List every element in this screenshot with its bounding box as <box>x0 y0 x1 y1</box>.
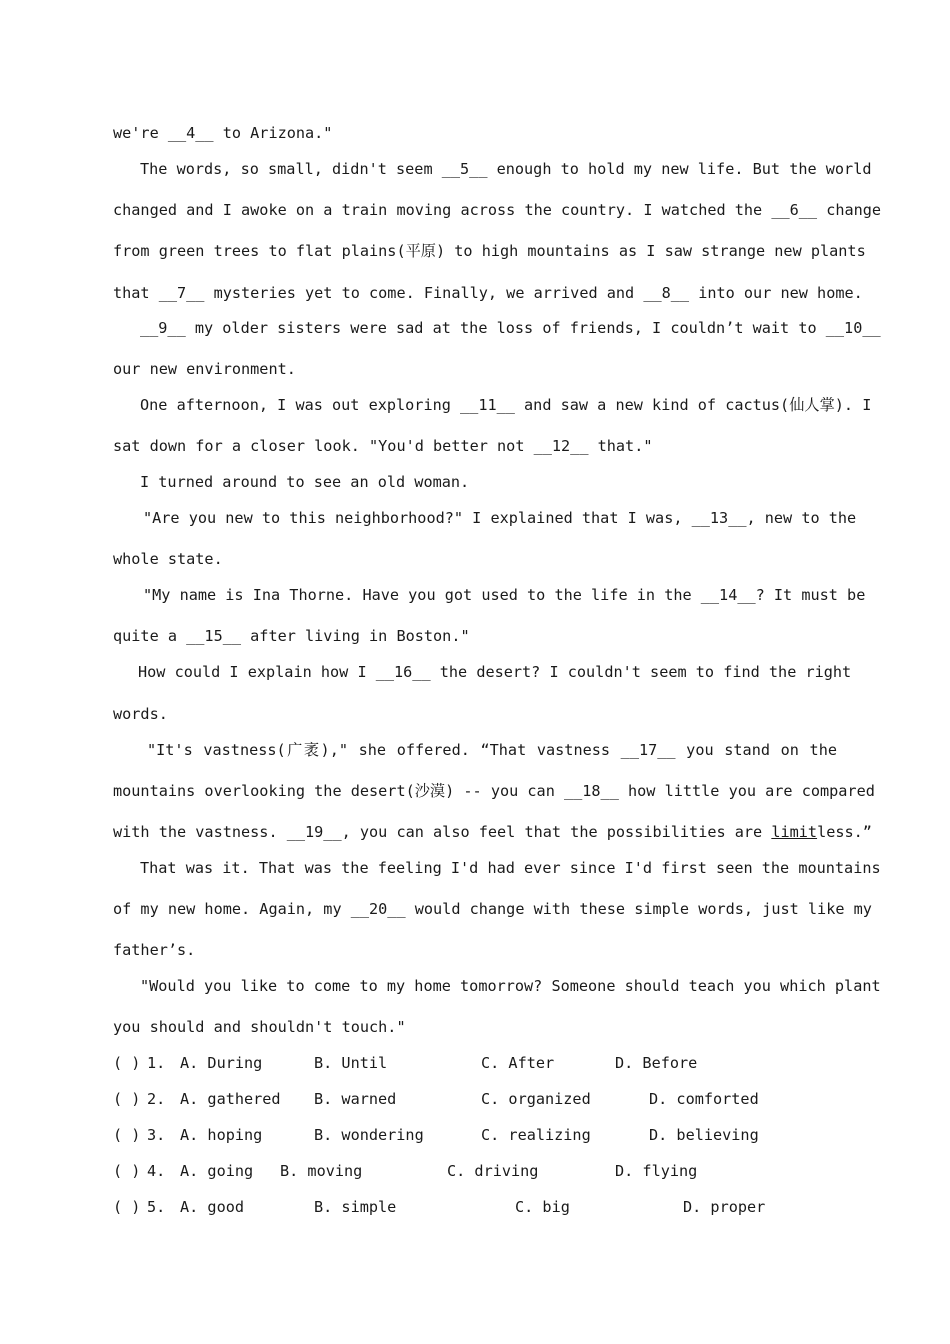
passage-line: that __7__ mysteries yet to come. Finally, we arrived and __8__ into our new home. <box>113 284 863 302</box>
passage-line: sat down for a closer look. "You'd better not __12__ that." <box>113 437 653 455</box>
passage-line: we're __4__ to Arizona." <box>113 124 333 142</box>
option-b: B. Until <box>314 1054 388 1072</box>
option-b: B. wondering <box>314 1126 424 1144</box>
passage-line: words. <box>113 705 168 723</box>
passage-line: The words, so small, didn't seem __5__ enough to hold my new life. But the world <box>140 160 872 178</box>
underlined-word: limit <box>771 823 818 841</box>
option-c: C. big <box>515 1198 570 1216</box>
option-a: A. gathered <box>180 1090 281 1108</box>
passage-line: of my new home. Again, my __20__ would change with these simple words, just like my <box>113 900 872 918</box>
answer-bracket[interactable]: ( ) <box>113 1090 141 1108</box>
passage-text: less.” <box>817 823 872 841</box>
question-number: 2. <box>147 1090 166 1108</box>
passage-line: "Are you new to this neighborhood?" I explained that I was, __13__, new to the <box>143 509 857 527</box>
option-a: A. hoping <box>180 1126 263 1144</box>
option-d: D. Before <box>615 1054 698 1072</box>
option-c: C. realizing <box>481 1126 591 1144</box>
answer-bracket[interactable]: ( ) <box>113 1162 141 1180</box>
passage-line: whole state. <box>113 550 223 568</box>
passage-line: __9__ my older sisters were sad at the loss of friends, I couldn’t wait to __10__ <box>140 319 881 337</box>
passage-line: from green trees to flat plains(平原) to high mountains as I saw strange new plants <box>113 242 866 260</box>
passage-line: father’s. <box>113 941 196 959</box>
passage-line: mountains overlooking the desert(沙漠) -- you can __18__ how little you are compared <box>113 782 875 800</box>
answer-bracket[interactable]: ( ) <box>113 1198 141 1216</box>
option-d: D. flying <box>615 1162 698 1180</box>
question-number: 3. <box>147 1126 166 1144</box>
option-b: B. simple <box>314 1198 397 1216</box>
passage-line: "It's vastness(广袤)," she offered. “That vastness __17__ you stand on the <box>147 741 837 759</box>
answer-bracket[interactable]: ( ) <box>113 1126 141 1144</box>
passage-line: How could I explain how I __16__ the desert? I couldn't seem to find the right <box>138 663 852 681</box>
option-c: C. After <box>481 1054 555 1072</box>
question-number: 1. <box>147 1054 166 1072</box>
option-c: C. organized <box>481 1090 591 1108</box>
option-c: C. driving <box>447 1162 539 1180</box>
passage-line: changed and I awoke on a train moving across the country. I watched the __6__ change <box>113 201 882 219</box>
option-a: A. good <box>180 1198 245 1216</box>
passage-line <box>113 822 872 842</box>
question-number: 4. <box>147 1162 166 1180</box>
passage-line: quite a __15__ after living in Boston." <box>113 627 470 645</box>
option-d: D. comforted <box>649 1090 759 1108</box>
option-a: A. During <box>180 1054 263 1072</box>
passage-text: with the vastness. __19__, you can also feel that the possibilities are <box>113 823 772 841</box>
passage-line: That was it. That was the feeling I'd had ever since I'd first seen the mountains <box>140 859 881 877</box>
passage-line: "Would you like to come to my home tomorrow? Someone should teach you which plant <box>140 977 881 995</box>
option-d: D. proper <box>683 1198 766 1216</box>
question-number: 5. <box>147 1198 166 1216</box>
passage-line: I turned around to see an old woman. <box>140 473 470 491</box>
option-b: B. moving <box>280 1162 363 1180</box>
option-b: B. warned <box>314 1090 397 1108</box>
answer-bracket[interactable]: ( ) <box>113 1054 141 1072</box>
option-a: A. going <box>180 1162 254 1180</box>
passage-line: our new environment. <box>113 360 296 378</box>
passage-line: you should and shouldn't touch." <box>113 1018 406 1036</box>
passage-line: One afternoon, I was out exploring __11__ and saw a new kind of cactus(仙人掌). I <box>140 396 872 414</box>
passage-line: "My name is Ina Thorne. Have you got used to the life in the __14__? It must be <box>143 586 866 604</box>
option-d: D. believing <box>649 1126 759 1144</box>
